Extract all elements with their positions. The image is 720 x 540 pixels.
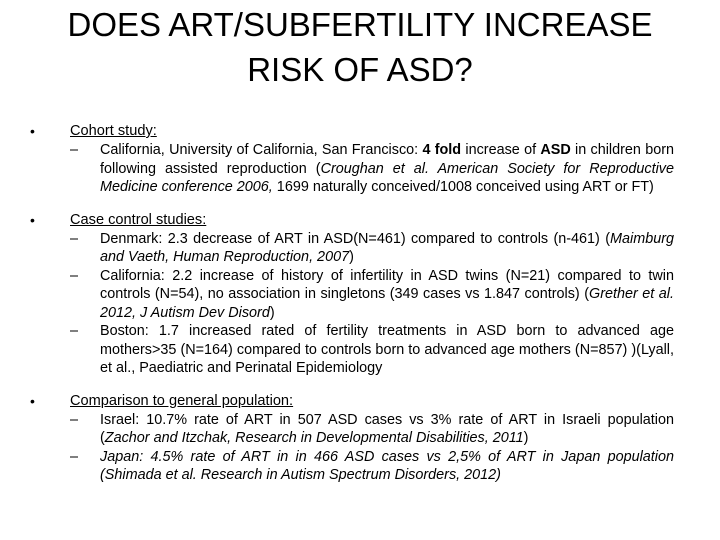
title-line-1: DOES ART/SUBFERTILITY INCREASE — [67, 6, 653, 43]
text: in children born following assisted reproduction ( — [100, 142, 675, 177]
citation: Maimburg and Vaeth, Human Reproduction, 2007 — [100, 230, 674, 265]
text: Boston: 1.7 increased rated of fertility treatments in ASD born to advanced age mothers>35 (N=164) compared to controls born to advanced age mothers (N=857) )(Lyall, et al., Paediatric and Perinatal Epidemiology — [100, 323, 674, 376]
bullet-icon: • — [30, 392, 35, 409]
sub-item-denmark — [70, 230, 674, 267]
section-heading: Case control studies: — [70, 211, 207, 228]
sub-item-japan — [70, 448, 674, 485]
dash-icon: – — [70, 323, 79, 339]
dash-icon: – — [70, 411, 79, 428]
citation: Zachor and Itzchak, Research in Developmental Disabilities, 2011 — [104, 430, 524, 446]
text-bold: ASD — [540, 142, 571, 158]
sub-list — [70, 411, 674, 485]
text-italic: Japan: 4.5% rate of ART in in 466 ASD cases vs 2,5% of ART in Japan population (Shimada et al. Research in Autism Spectrum Disorders, 2012) — [100, 448, 674, 483]
text: California: 2.2 increase of history of infertility in ASD twins (N=21) compared to twin controls (N=54), no association in singletons (349 cases vs 1.847 controls) ( — [100, 267, 674, 302]
text: increase of — [461, 142, 541, 158]
sub-list — [70, 141, 674, 197]
text-bold: 4 fold — [422, 142, 462, 158]
title-line-2: RISK OF ASD? — [247, 51, 473, 88]
section-heading: Cohort study: — [70, 123, 157, 139]
text: 1699 naturally conceived/1008 conceived using ART or FT) — [272, 179, 654, 195]
slide-title — [40, 2, 680, 92]
text: ) — [349, 249, 354, 265]
bullet-icon: • — [30, 123, 35, 139]
citation: Grether et al. 2012, J Autism Dev Disord — [100, 286, 674, 321]
text: ) — [269, 304, 275, 321]
sub-item-boston — [70, 322, 674, 378]
section-heading: Comparison to general population: — [70, 392, 294, 409]
text: Denmark: 2.3 decrease of ART in ASD(N=461) compared to controls (n-461) ( — [100, 230, 611, 247]
bullet-list — [30, 122, 674, 485]
text: ) — [523, 430, 529, 446]
bullet-icon: • — [30, 211, 35, 228]
citation: Croughan et al. American Society for Reproductive Medicine conference 2006, — [100, 160, 674, 195]
bullet-comparison-general-population — [30, 392, 674, 485]
dash-icon: – — [70, 267, 79, 284]
sub-list — [70, 230, 674, 378]
bullet-case-control-studies — [30, 211, 674, 378]
dash-icon: – — [70, 142, 79, 158]
text: California, University of California, San Francisco: — [100, 142, 423, 158]
dash-icon: – — [70, 448, 79, 465]
sub-item-california-twins — [70, 267, 674, 323]
sub-item-israel — [70, 411, 674, 448]
text: Israel: 10.7% rate of ART in 507 ASD cases vs 3% rate of ART in Israeli population ( — [100, 411, 674, 446]
dash-icon: – — [70, 230, 79, 247]
sub-item-california-ucsf — [70, 141, 674, 197]
bullet-cohort-study — [30, 122, 674, 197]
